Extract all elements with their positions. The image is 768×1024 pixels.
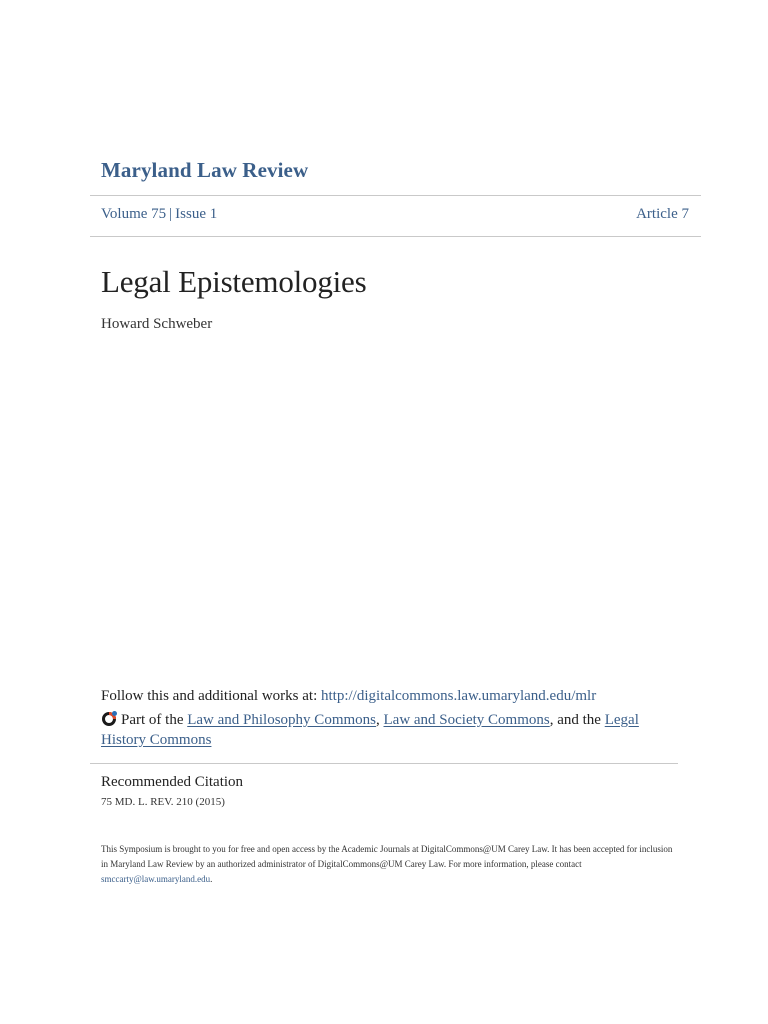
network-commons-icon [101,710,119,726]
article-author: Howard Schweber [101,316,213,332]
citation-text: 75 MD. L. REV. 210 (2015) [101,796,225,808]
contact-email-link[interactable]: smccarty@law.umaryland.edu [101,874,211,884]
follow-label: Follow this and additional works at: [101,688,321,704]
volume-issue [101,206,217,223]
part-of-sep2: , and the [549,712,605,728]
header-rule-bottom [90,236,701,237]
law-society-commons-link[interactable]: Law and Society Commons [383,712,550,728]
part-of-prefix: Part of the [121,712,188,728]
part-of-commons [101,710,661,750]
access-statement [101,842,681,887]
article-number-link[interactable]: Article 7 [636,206,689,222]
follow-line [101,688,596,705]
article-title: Legal Epistemologies [101,264,367,299]
journal-title: Maryland Law Review [101,158,309,182]
issue-separator: | [169,206,173,222]
issue-row [101,206,689,223]
header-rule-top [90,195,701,196]
legal-history-commons-link[interactable]: Legal History Commons [101,712,639,748]
law-philosophy-commons-link[interactable]: Law and Philosophy Commons [187,712,376,728]
citation-heading: Recommended Citation [101,774,244,790]
issue-link[interactable]: Issue 1 [175,206,218,222]
access-statement-text: This Symposium is brought to you for free and open access by the Academic Journals at DigitalCommons@UM Carey Law. It has been accepted for inclusion in Maryland Law Review by an authorized administrator of DigitalCommons@UM Carey Law. For more information, please contact [101,844,673,869]
access-statement-end: . [210,874,213,884]
part-of-sep1: , [376,712,384,728]
volume-link[interactable]: Volume 75 [101,206,167,222]
citation-rule [90,763,678,764]
repository-link[interactable]: http://digitalcommons.law.umaryland.edu/mlr [320,688,597,704]
